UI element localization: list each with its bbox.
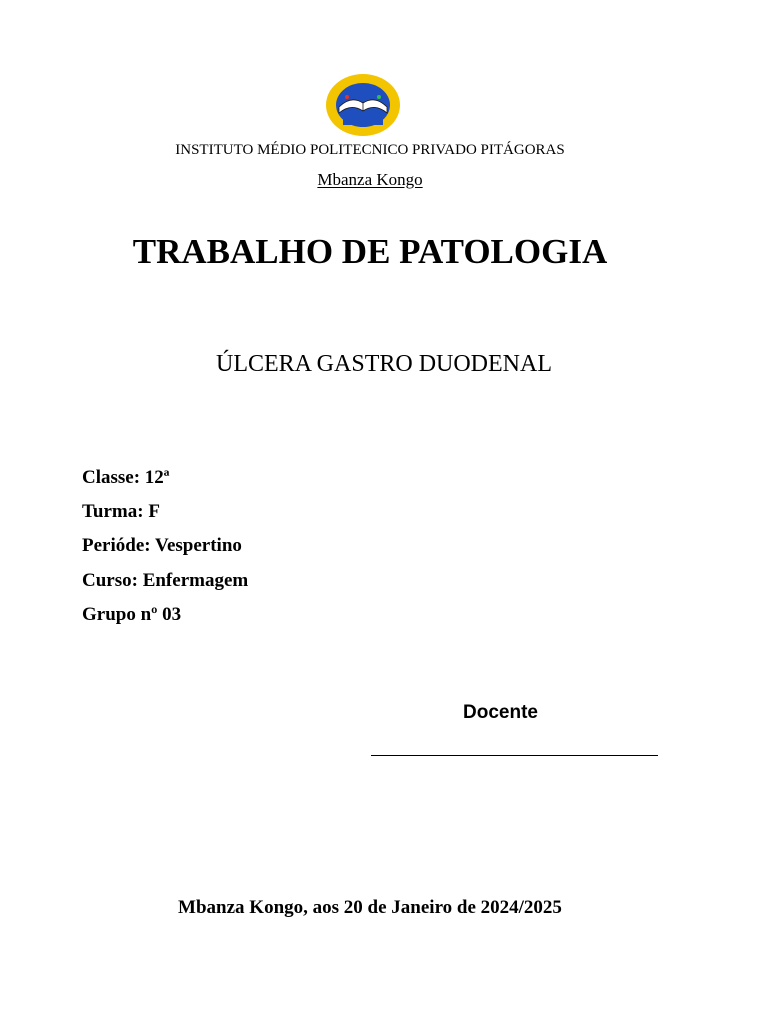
document-subject: ÚLCERA GASTRO DUODENAL xyxy=(216,351,552,377)
info-curso: Curso: Enfermagem xyxy=(82,569,249,591)
institute-name: INSTITUTO MÉDIO POLITECNICO PRIVADO PITÁGORAS xyxy=(175,142,565,158)
student-info-list xyxy=(82,466,248,637)
info-turma: Turma: F xyxy=(82,501,160,523)
signature-line xyxy=(371,755,658,756)
document-title: TRABALHO DE PATOLOGIA xyxy=(132,232,608,271)
seal-banner xyxy=(343,119,383,125)
school-logo xyxy=(325,73,401,137)
info-periodo: Perióde: Vespertino xyxy=(82,535,242,557)
info-grupo: Grupo nº 03 xyxy=(82,603,182,625)
colegio-pitagoras-seal xyxy=(325,73,401,137)
city-name: Mbanza Kongo xyxy=(317,170,423,189)
docente-label: Docente xyxy=(463,702,538,723)
footer-place-date: Mbanza Kongo, aos 20 de Janeiro de 2024/2025 xyxy=(178,897,562,918)
info-classe: Classe: 12ª xyxy=(82,467,170,488)
